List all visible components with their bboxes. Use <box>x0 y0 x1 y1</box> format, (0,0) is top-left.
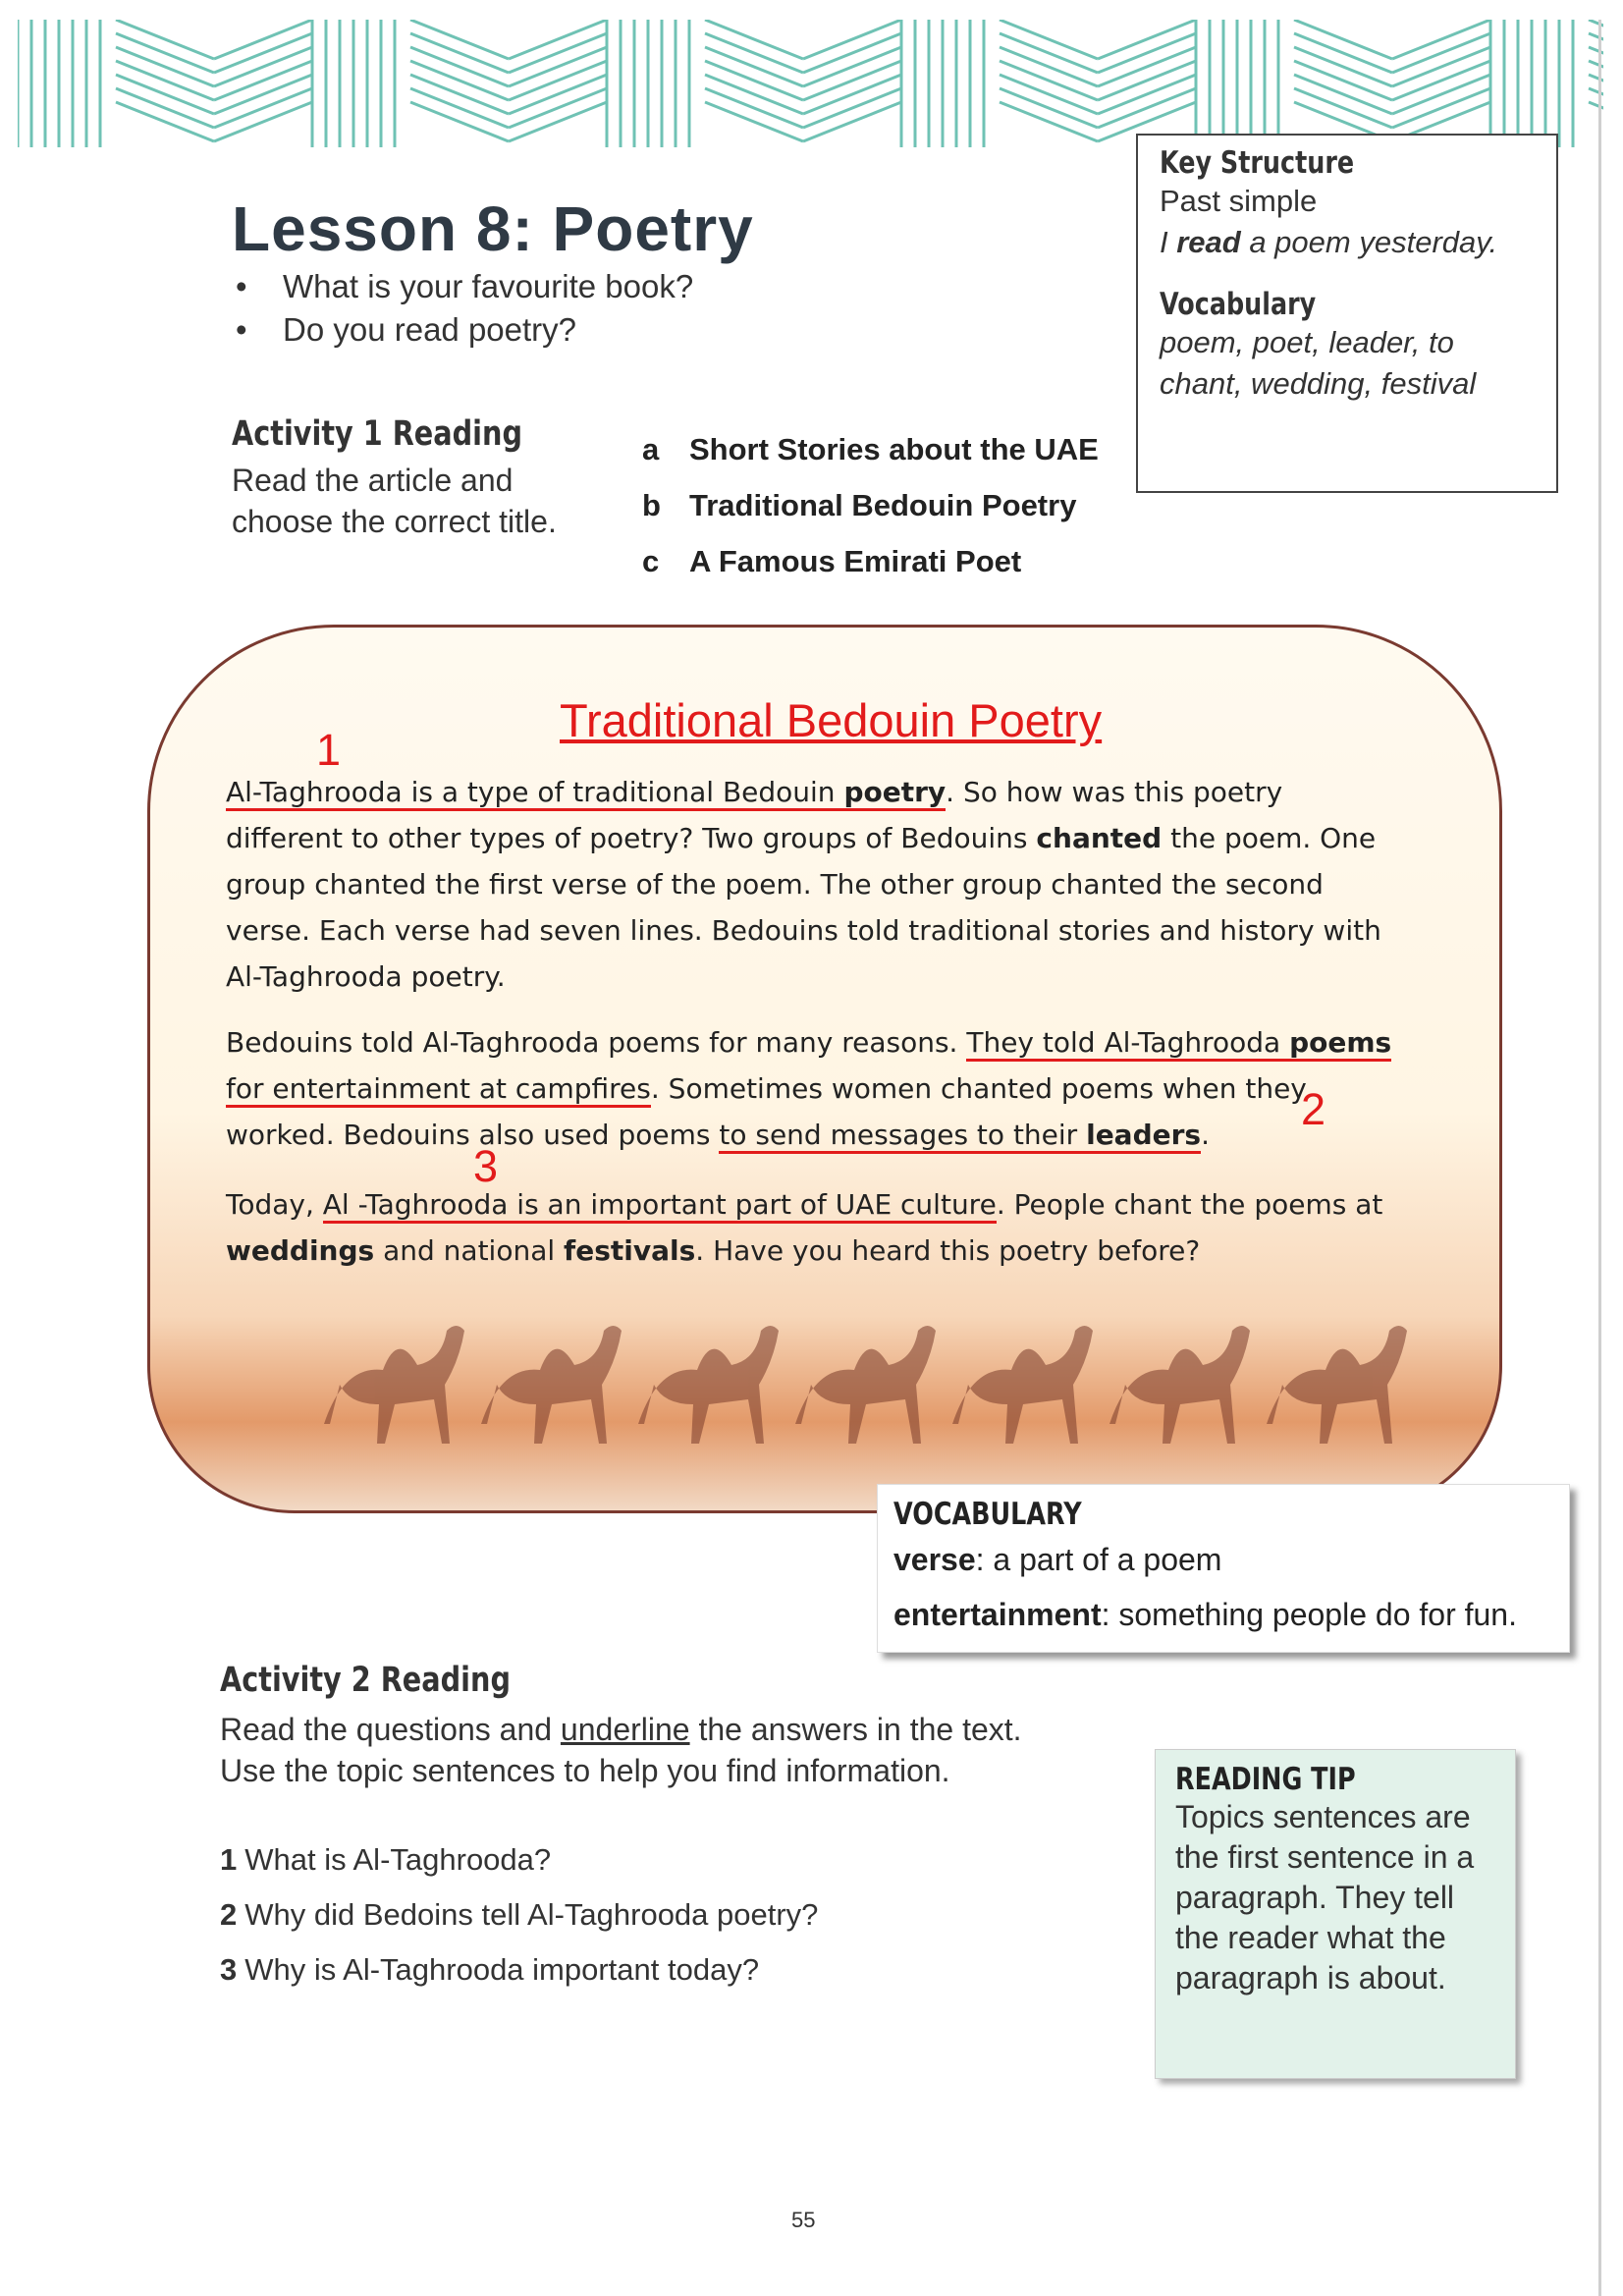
title-option: a Short Stories about the UAE <box>642 432 1099 466</box>
key-structure-box <box>1136 134 1558 493</box>
vocabulary-entry: entertainment: something people do for fun. <box>893 1597 1517 1632</box>
underlined-answer: Al-Taghrooda is a type of traditional Bedouin poetry <box>226 776 946 811</box>
title-options <box>642 432 1099 600</box>
title-option: b Traditional Bedouin Poetry <box>642 488 1077 522</box>
underlined-answer: Al -Taghrooda is an important part of UAE culture <box>323 1188 997 1224</box>
reading-tip-heading: READING TIP <box>1175 1762 1356 1797</box>
page-edge-line <box>1598 20 1601 2296</box>
question-item: 3 Why is Al-Taghrooda important today? <box>220 1952 760 1987</box>
camel-silhouette <box>950 1326 1093 1444</box>
key-structure-name: Past simple <box>1160 184 1318 218</box>
underlined-answer: to send messages to their leaders <box>719 1119 1201 1154</box>
underlined-answer: for entertainment at campfires <box>226 1072 651 1108</box>
warmup-questions <box>236 265 693 352</box>
vocabulary-box <box>877 1484 1570 1653</box>
warmup-question: • What is your favourite book? <box>236 265 693 308</box>
camel-silhouette <box>479 1326 622 1444</box>
activity1-heading: Activity 1 Reading <box>232 414 523 454</box>
activity1-instructions: Read the article and choose the correct title. <box>232 463 557 539</box>
annotation-mark: 1 <box>316 725 342 775</box>
annotation-mark: 2 <box>1301 1084 1326 1134</box>
article-paragraph-2: Bedouins told Al-Taghrooda poems for many reasons. They told Al-Taghrooda poems for entertainment at campfires. Sometimes women chanted poems when they worked. Bedouins also used poems to send messages to their leaders. <box>226 1019 1404 1158</box>
camel-silhouette <box>793 1326 936 1444</box>
lesson-title: Lesson 8: Poetry <box>232 193 754 264</box>
key-structure-example: I read a poem yesterday. <box>1160 225 1498 259</box>
warmup-question: • Do you read poetry? <box>236 308 693 352</box>
reading-tip-text: Topics sentences are the first sentence in a paragraph. They tell the reader what the paragraph is about. <box>1175 1799 1475 1995</box>
camel-silhouette <box>636 1326 779 1444</box>
camel-silhouette <box>1265 1326 1407 1444</box>
page-number: 55 <box>791 2208 816 2232</box>
vocabulary-list: poem, poet, leader, to chant, wedding, festival <box>1160 325 1477 401</box>
camel-silhouette <box>322 1326 464 1444</box>
key-structure-heading: Key Structure <box>1160 145 1355 181</box>
vocabulary-box-heading: VOCABULARY <box>893 1497 1082 1532</box>
question-list <box>220 1842 818 2007</box>
title-option: c A Famous Emirati Poet <box>642 544 1022 578</box>
article-paragraph-3: Today, Al -Taghrooda is an important part of UAE culture. People chant the poems at weddings and national festivals. Have you heard this poetry before? <box>226 1188 1383 1267</box>
reading-tip-box <box>1155 1749 1516 2079</box>
question-item: 2 Why did Bedoins tell Al-Taghrooda poetry? <box>220 1897 819 1932</box>
activity2-instructions: Read the questions and underline the answers in the text. Use the topic sentences to help you find information. <box>220 1712 1022 1788</box>
camel-caravan-image <box>295 1277 1434 1483</box>
vocabulary-entry: verse: a part of a poem <box>893 1542 1222 1577</box>
underlined-answer: They told Al-Taghrooda poems <box>966 1026 1391 1062</box>
question-item: 1 What is Al-Taghrooda? <box>220 1842 552 1877</box>
camel-silhouette <box>1108 1326 1250 1444</box>
vocabulary-heading: Vocabulary <box>1160 287 1317 322</box>
activity2-heading: Activity 2 Reading <box>220 1661 512 1700</box>
decorative-banner <box>18 20 1603 147</box>
annotation-mark: 3 <box>473 1141 499 1191</box>
handwritten-title: Traditional Bedouin Poetry <box>560 694 1103 746</box>
article-paragraph-1: Al-Taghrooda is a type of traditional Bedouin poetry. So how was this poetry different to other types of poetry? Two groups of Bedouins chanted the poem. One group chanted the first verse of the poem. The other group chanted the second verse. Each verse had seven lines. Bedouins told traditional stories and history with Al-Taghrooda poetry. <box>226 776 1381 993</box>
